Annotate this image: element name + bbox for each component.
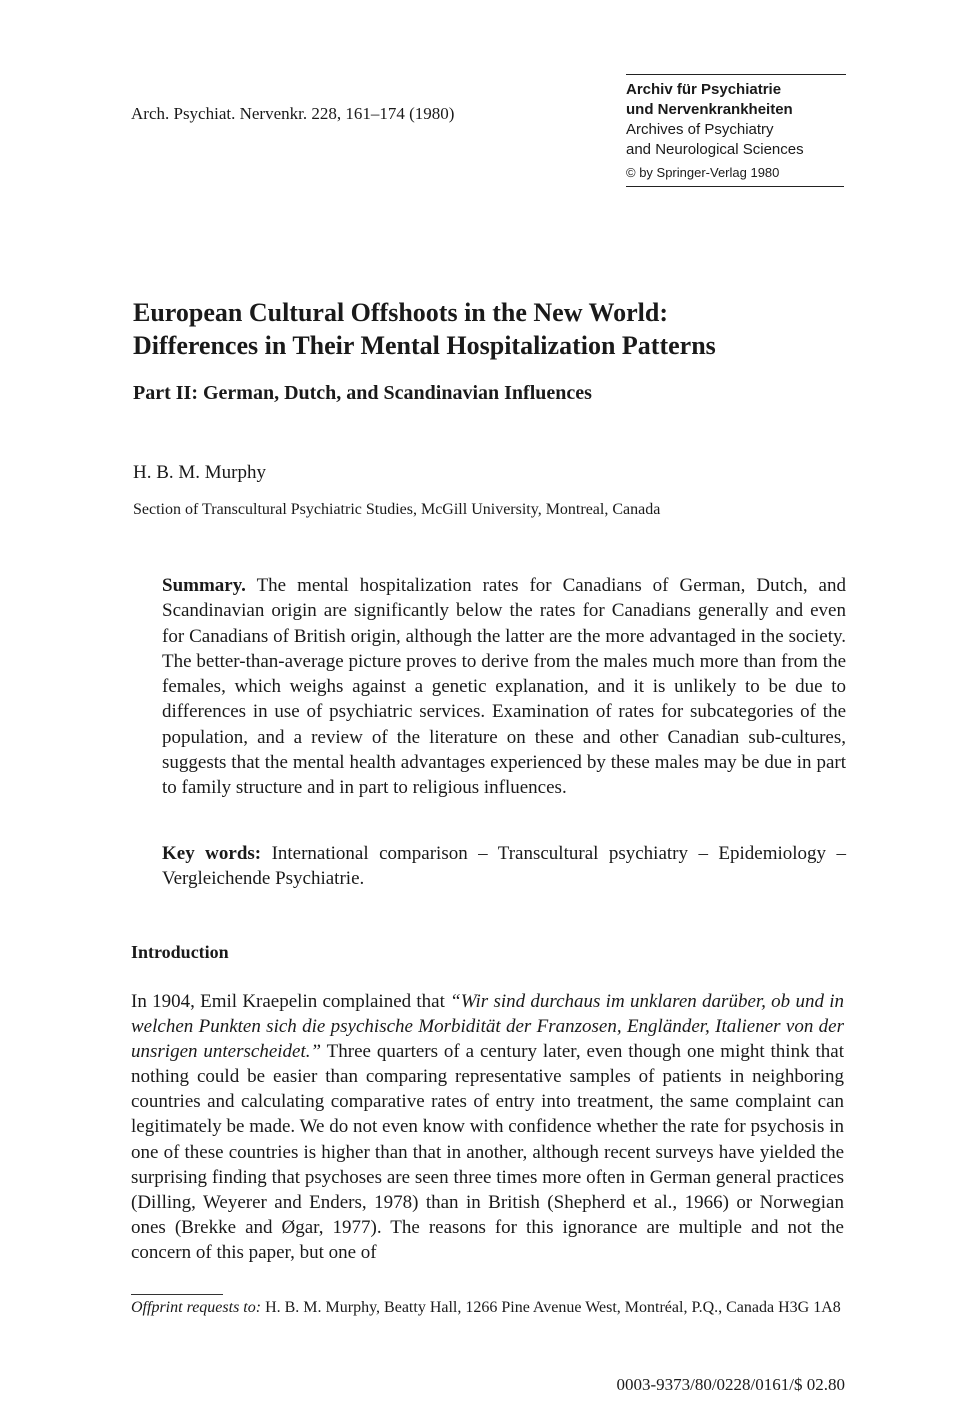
journal-name-german-line1: Archiv für Psychiatrie [626, 81, 782, 98]
footnote-label: Offprint requests to: [131, 1299, 262, 1316]
title-line-2: Differences in Their Mental Hospitalization Patterns [133, 331, 716, 360]
author-affiliation: Section of Transcultural Psychiatric Studies, McGill University, Montreal, Canada [133, 501, 661, 518]
intro-text-after-quote: Three quarters of a century later, even though one might think that nothing could be easier than comparing representative samples of patients in neighboring countries and calculating comparative rates of entry into treatment, the same complaint can legitimately be made. We do not even know with confidence whether the rate for psychosis in one of these countries is higher than that in another, although recent surveys have yielded the surprising finding that psychoses are seen three times more often in German general practices (Dilling, Weyerer and Enders, 1978) than in British (Shepherd et al., 1966) or Norwegian ones (Brekke and Øgar, 1977). The reasons for this ignorance are multiple and not the concern of this paper, but one of [131, 1041, 844, 1263]
footnote-rule [131, 1294, 223, 1295]
article-subtitle: Part II: German, Dutch, and Scandinavian Influences [133, 382, 592, 404]
kraepelin-quote: “Wir sind durchaus im unklaren darüber, ob und in welchen Punkten sich die psychische Morbidität der Franzosen, Engländer, Italiener von der unsrigen unterscheidet.” [131, 991, 845, 1063]
intro-text-before-quote: In 1904, Emil Kraepelin complained that [131, 991, 445, 1012]
offprint-footnote [131, 1298, 847, 1318]
masthead-bottom-rule [626, 186, 844, 187]
footnote-text: H. B. M. Murphy, Beatty Hall, 1266 Pine Avenue West, Montréal, P.Q., Canada H3G 1A8 [265, 1299, 841, 1316]
author-name: H. B. M. Murphy [133, 462, 267, 483]
keywords-label: Key words: [162, 843, 262, 864]
journal-masthead [626, 74, 846, 187]
journal-citation: Arch. Psychiat. Nervenkr. 228, 161–174 (1980) [131, 104, 455, 123]
article-title [133, 296, 853, 362]
article-code: 0003-9373/80/0228/0161/$ 02.80 [616, 1375, 845, 1394]
introduction-heading: Introduction [131, 942, 229, 962]
summary-text: The mental hospitalization rates for Canadians of German, Dutch, and Scandinavian origin are significantly below the rates for Canadians generally and even for Canadians of British origin, although the latter are the more advantaged in the society. The better-than-average picture proves to derive from the males much more than from the females, which weighs against a genetic explanation, and it is unlikely to be due to differences in use of psychiatric services. Examination of rates for subcategories of the population, and a review of the literature on these and other Canadian sub-cultures, suggests that the mental health advantages experienced by these males may be due in part to family structure and in part to religious influences. [162, 575, 846, 799]
summary-paragraph [162, 573, 846, 801]
keywords-text: International comparison – Transcultural psychiatry – Epidemiology – Vergleichende Psychiatrie. [162, 843, 847, 890]
masthead-top-rule [626, 74, 846, 75]
title-line-1: European Cultural Offshoots in the New World: [133, 298, 668, 327]
keywords-paragraph [162, 841, 846, 892]
journal-name-english-line2: and Neurological Sciences [626, 141, 804, 158]
summary-label: Summary. [162, 575, 246, 596]
journal-name-german-line2: und Nervenkrankheiten [626, 101, 793, 118]
publisher-copyright: © by Springer-Verlag 1980 [626, 165, 780, 180]
introduction-paragraph [131, 989, 844, 1265]
journal-name-english-line1: Archives of Psychiatry [626, 121, 774, 138]
